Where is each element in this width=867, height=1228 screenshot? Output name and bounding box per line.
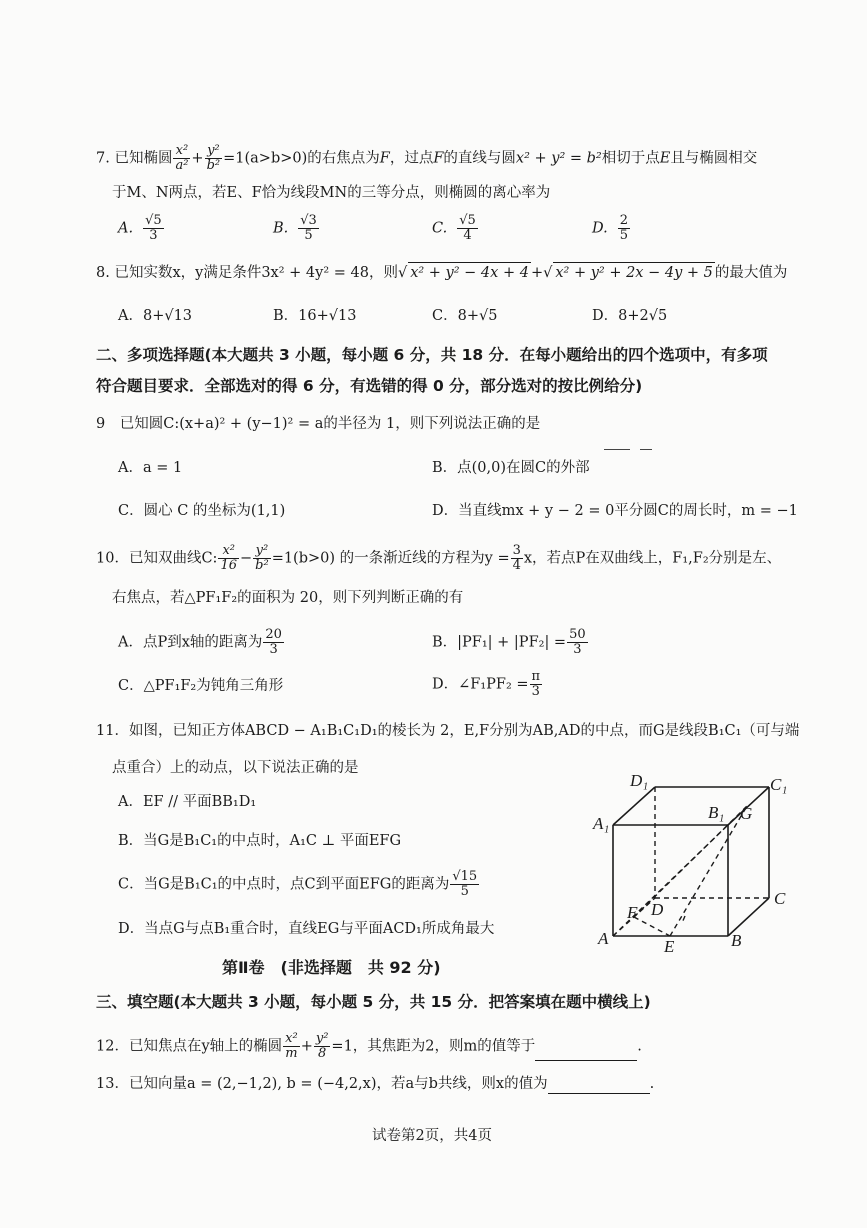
label-c: C: [774, 889, 786, 908]
stray-mark-2: [640, 449, 652, 450]
q11-line1: 11．如图，已知正方体ABCD − A₁B₁C₁D₁的棱长为 2，E,F分别为AB,AD的中点，而G是线段B₁C₁（可与端: [96, 723, 800, 739]
q7-tail: 相切于点: [601, 150, 660, 167]
q7-line2: 于M、N两点，若E、F恰为线段MN的三等分点，则椭圆的离心率为: [112, 185, 551, 201]
q7-text-pre: 已知椭圆: [114, 150, 173, 167]
label-g: G: [740, 804, 753, 823]
stray-mark: [604, 449, 630, 450]
q7-mid: ，过点: [389, 150, 434, 167]
q7-line1: 7. 已知椭圆 $\frac{\text{x²}}{\text{a²}}$ + $\frac{\text{y²}}{\text{b²}}$ =1(a>b>0)的右焦点为F，过点F的直线与圆x² + y² = b²相切于点E且与椭圆相交: [96, 143, 758, 173]
q10-stem: 10．已知双曲线C: $\frac{\text{x²}}{16}$ − $\frac{\text{y²}}{\text{b²}}$ =1(b>0) 的一条渐近线的方程为y = $\frac{3}{4}$ x，若点P在双曲线上，F₁,F₂分别是左、: [96, 543, 782, 573]
label-c1: C₁: [770, 775, 788, 794]
q7-option-b: B. $\frac{√3}{5}$: [273, 213, 317, 243]
q10-option-c: C．△PF₁F₂为钝角三角形: [118, 678, 284, 694]
q7-fraction-y: $\frac{\text{y²}}{\text{b²}}$: [206, 143, 221, 173]
q10-option-a: A．点P到x轴的距离为 $\frac{20}{3}$: [118, 627, 282, 657]
q11-line2: 点重合）上的动点，以下说法正确的是: [112, 760, 359, 776]
q7-option-d: D. $\frac{2}{5}$: [592, 213, 628, 243]
section3-heading: 三、填空题(本大题共 3 小题，每小题 5 分，共 15 分．把答案填在题中横线上): [96, 993, 651, 1011]
cube-figure: [590, 768, 800, 958]
q12-answer-blank: [535, 1046, 637, 1061]
q8-option-b: B．16+√13: [273, 308, 357, 324]
q8-option-d: D．8+2√5: [592, 308, 668, 324]
q10-line2: 右焦点，若△PF₁F₂的面积为 20，则下列判断正确的有: [112, 590, 464, 606]
q9-option-a: A．a = 1: [118, 460, 183, 476]
q9-stem: 9 已知圆C:(x+a)² + (y−1)² = a的半径为 1，则下列说法正确的是: [96, 416, 541, 432]
q11-option-c: C．当G是B₁C₁的中点时，点C到平面EFG的距离为 $\frac{√15}{5}$: [118, 869, 478, 899]
page-footer: 试卷第2页，共4页: [372, 1128, 492, 1144]
q9-option-b: B．点(0,0)在圆C的外部: [432, 460, 590, 476]
q8-stem: 8. 已知实数x，y满足条件3x² + 4y² = 48，则√ x² + y² − 4x + 4 +√ x² + y² + 2x − 4y + 5 的最大值为: [96, 262, 787, 283]
q7-circle: x² + y² = b²: [515, 150, 602, 167]
q11-option-b: B．当G是B₁C₁的中点时，A₁C ⊥ 平面EFG: [118, 833, 402, 849]
q7-number: 7.: [96, 150, 110, 167]
section2-heading-line2: 符合题目要求．全部选对的得 6 分，有选错的得 0 分，部分选对的按比例给分): [96, 377, 643, 395]
q7-condition: =1(a>b>0)的右焦点为: [223, 150, 380, 167]
label-d: D: [651, 900, 664, 919]
q7-mid2: 的直线与圆: [443, 150, 516, 167]
label-a: A: [598, 929, 609, 948]
q13-answer-blank: [548, 1079, 650, 1094]
hidden-line-ef: [634, 917, 670, 936]
part2-heading: 第Ⅱ卷 (非选择题 共 92 分): [222, 958, 441, 977]
edge-a1d1: [613, 787, 655, 825]
q7-F2: F: [433, 150, 444, 167]
q7-E: E: [659, 150, 671, 167]
q11-option-d: D．当点G与点B₁重合时，直线EG与平面ACD₁所成角最大: [118, 921, 495, 937]
q7-tail2: 且与椭圆相交: [670, 150, 758, 167]
q9-option-d: D．当直线mx + y − 2 = 0平分圆C的周长时，m = −1: [432, 503, 798, 519]
label-e: E: [664, 937, 675, 956]
label-a1: A₁: [593, 814, 610, 833]
q8-option-c: C．8+√5: [432, 308, 498, 324]
q7-option-c: C. $\frac{√5}{4}$: [432, 213, 476, 243]
label-b1: B₁: [708, 803, 725, 822]
q11-option-a: A．EF // 平面BB₁D₁: [118, 794, 257, 810]
q7-F: F: [379, 150, 390, 167]
label-b: B: [731, 931, 742, 950]
q12-stem: 12．已知焦点在y轴上的椭圆 $\frac{\text{x²}}{m}$ + $\frac{\text{y²}}{8}$ =1，其焦距为2，则m的值等于 .: [96, 1031, 642, 1061]
q10-option-b: B．|PF₁| + |PF₂| = $\frac{50}{3}$: [432, 627, 586, 657]
q10-option-d: D．∠F₁PF₂ = $\frac{\pi}{3}$: [432, 669, 541, 699]
q13-stem: 13．已知向量a = (2,−1,2), b = (−4,2,x)，若a与b共线，则x的值为 .: [96, 1076, 655, 1092]
q7-option-a: A. $\frac{√5}{3}$: [118, 213, 162, 243]
q8-option-a: A．8+√13: [118, 308, 193, 324]
label-f: F: [627, 903, 638, 922]
section2-heading-line1: 二、多项选择题(本大题共 3 小题，每小题 6 分，共 18 分．在每小题给出的四个选项中，有多项: [96, 346, 768, 364]
q7-fraction-x: $\frac{\text{x²}}{\text{a²}}$: [175, 143, 189, 173]
label-d1: D₁: [630, 771, 649, 790]
small-tick: [682, 916, 685, 923]
q9-option-c: C．圆心 C 的坐标为(1,1): [118, 503, 286, 519]
